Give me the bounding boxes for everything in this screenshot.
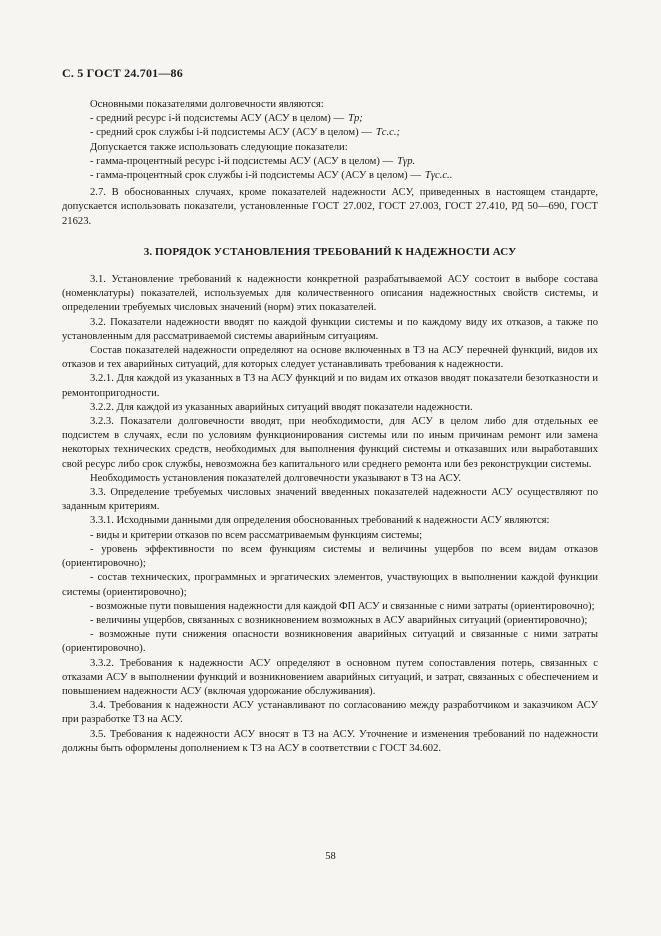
paragraph: 3.2. Показатели надежности вводят по каждой функции системы и по каждому виду их отказов, а также по установленным для рассматриваемой системы аварийным ситуациям. — [62, 316, 598, 342]
intro-line: Основными показателями долговечности являются: — [90, 99, 324, 110]
intro-line: Допускается также использовать следующие показатели: — [90, 141, 348, 153]
intro-line: - средний срок службы i-й подсистемы АСУ (АСУ в целом) — Tс.с.; — [90, 127, 400, 139]
paragraph: 3.5. Требования к надежности АСУ вносят в ТЗ на АСУ. Уточнение и изменения требований по надежности должны быть оформлены дополнением к ТЗ на АСУ в соответствии с ГОСТ 34.602. — [62, 728, 598, 754]
paragraph-2-7: 2.7. В обоснованных случаях, кроме показателей надежности АСУ, приведенных в настоящем стандарте, допускается использовать показатели, установленные ГОСТ 27.002, ГОСТ 27.003, ГОСТ 27.410, РД 50—690, ГОСТ 21623. — [62, 187, 598, 227]
list-item: - величины ущербов, связанных с возникновением возможных в АСУ аварийных ситуаций (ориентировочно); — [90, 614, 588, 626]
section-title: 3. ПОРЯДОК УСТАНОВЛЕНИЯ ТРЕБОВАНИЙ К НАДЕЖНОСТИ АСУ — [143, 245, 517, 258]
paragraph: 3.2.2. Для каждой из указанных аварийных ситуаций вводят показатели надежности. — [90, 401, 473, 413]
paragraph: 3.2.3. Показатели долговечности вводят, при необходимости, для АСУ в целом либо для отдельных ее подсистем в случаях, если по условиям функционирования системы или по иным причинам ремонт или замена некоторых технических средств, необходимых для выполнения функций системы и отказавших или выработавших свой ресурс либо срок службы, невозможна без капитального или среднего ремонта или без реконструкции системы. — [62, 416, 598, 470]
paragraph: 3.3.2. Требования к надежности АСУ определяют в основном путем сопоставления потерь, связанных с отказами АСУ в выполнении функций и возникновением аварийных ситуаций, и затрат, связанных с обеспечением и повышением надежности АСУ (включая удорожание обслуживания). — [62, 657, 598, 697]
paragraph: 3.2.1. Для каждой из указанных в ТЗ на АСУ функций и по видам их отказов вводят показатели безотказности и ремонтопригодности. — [62, 373, 598, 399]
paragraph: 3.3. Определение требуемых числовых значений введенных показателей надежности АСУ осуществляют по заданным критериям. — [62, 487, 598, 513]
paragraph: 3.1. Установление требований к надежности конкретной разрабатываемой АСУ состоит в выборе состава (номенклатуры) показателей, используемых для количественного описания надежностных свойств системы, и определении требуемых числовых значений (норм) этих показателей. — [62, 274, 598, 314]
list-item: - возможные пути снижения опасности возникновения аварийных ситуаций и связанные с ними затраты (ориентировочно). — [62, 629, 598, 655]
symbol-t-gamma-ss: Tγс.с.. — [424, 170, 453, 182]
intro-line: - гамма-процентный ресурс i-й подсистемы АСУ (АСУ в целом) — Tγр. — [90, 155, 416, 167]
list-item: - виды и критерии отказов по всем рассматриваемым функциям системы; — [90, 529, 423, 541]
list-item: - состав технических, программных и эргатических элементов, участвующих в выполнении каждой функции системы (ориентировочно); — [62, 572, 598, 598]
symbol-t-p: Tр; — [348, 113, 363, 125]
list-item: - возможные пути повышения надежности для каждой ФП АСУ и связанные с ними затраты (ориентировочно); — [90, 600, 595, 612]
paragraph: Необходимость установления показателей долговечности указывают в ТЗ на АСУ. — [90, 472, 461, 484]
page-content — [62, 98, 598, 756]
paragraph: 3.4. Требования к надежности АСУ устанавливают по согласованию между разработчиком и заказчиком АСУ при разработке ТЗ на АСУ. — [62, 700, 598, 726]
intro-line: - гамма-процентный срок службы i-й подсистемы АСУ (АСУ в целом) — Tγс.с.. — [90, 170, 453, 182]
page-header: С. 5 ГОСТ 24.701—86 — [62, 66, 183, 80]
page-number: 58 — [325, 851, 336, 862]
symbol-t-ss: Tс.с.; — [375, 127, 400, 139]
intro-line: - средний ресурс i-й подсистемы АСУ (АСУ в целом) — Tр; — [90, 113, 363, 125]
paragraph: Состав показателей надежности определяют на основе включенных в ТЗ на АСУ перечней функций, видов их отказов и тех аварийных ситуаций, для которых следует устанавливать требования к надежности. — [62, 345, 598, 371]
paragraph: 3.3.1. Исходными данными для определения обоснованных требований к надежности АСУ являются: — [90, 515, 550, 527]
list-item: - уровень эффективности по всем функциям системы и величины ущербов по всем видам отказов (ориентировочно); — [62, 543, 598, 570]
symbol-t-gamma-p: Tγр. — [397, 155, 416, 167]
